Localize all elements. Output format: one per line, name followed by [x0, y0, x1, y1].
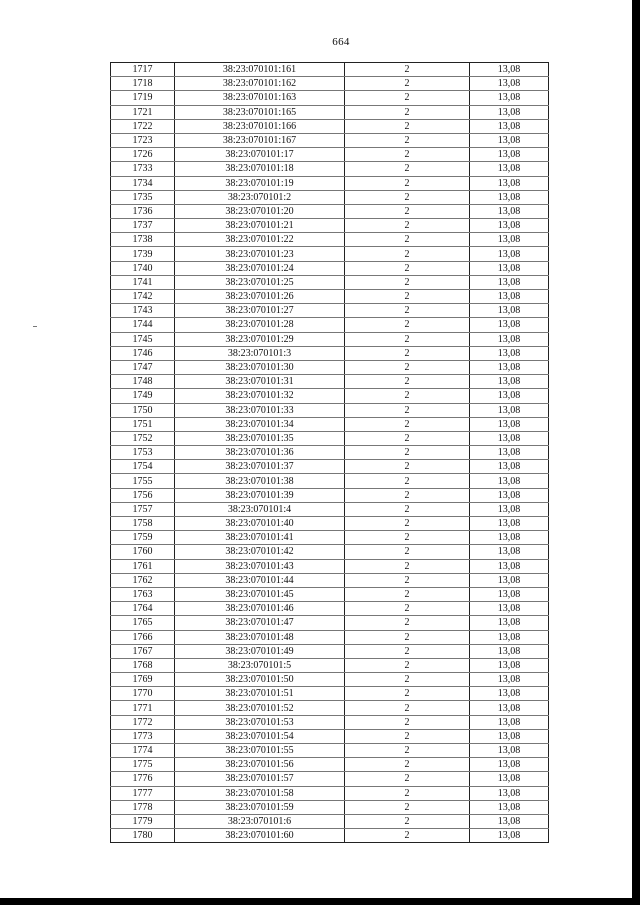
quantity-cell: 2 [345, 758, 470, 772]
table-row [111, 772, 549, 786]
cadastral-number-cell: 38:23:070101:47 [175, 616, 345, 630]
table-row [111, 602, 549, 616]
table-row [111, 517, 549, 531]
row-number-cell: 1749 [111, 389, 175, 403]
table-row [111, 148, 549, 162]
value-cell: 13,08 [470, 673, 549, 687]
row-number-cell: 1740 [111, 261, 175, 275]
row-number-cell: 1755 [111, 474, 175, 488]
value-cell: 13,08 [470, 488, 549, 502]
row-number-cell: 1735 [111, 190, 175, 204]
quantity-cell: 2 [345, 290, 470, 304]
value-cell: 13,08 [470, 687, 549, 701]
value-cell: 13,08 [470, 616, 549, 630]
scan-border-bottom [0, 898, 640, 905]
quantity-cell: 2 [345, 474, 470, 488]
value-cell: 13,08 [470, 318, 549, 332]
cadastral-number-cell: 38:23:070101:37 [175, 460, 345, 474]
value-cell: 13,08 [470, 247, 549, 261]
cadastral-number-cell: 38:23:070101:44 [175, 573, 345, 587]
quantity-cell: 2 [345, 375, 470, 389]
quantity-cell: 2 [345, 587, 470, 601]
cadastral-number-cell: 38:23:070101:41 [175, 531, 345, 545]
row-number-cell: 1758 [111, 517, 175, 531]
table-row [111, 261, 549, 275]
table-row [111, 77, 549, 91]
table-row [111, 502, 549, 516]
table-row [111, 744, 549, 758]
cadastral-number-cell: 38:23:070101:17 [175, 148, 345, 162]
cadastral-number-cell: 38:23:070101:22 [175, 233, 345, 247]
quantity-cell: 2 [345, 673, 470, 687]
cadastral-number-cell: 38:23:070101:50 [175, 673, 345, 687]
cadastral-number-cell: 38:23:070101:55 [175, 744, 345, 758]
quantity-cell: 2 [345, 332, 470, 346]
table-row [111, 431, 549, 445]
value-cell: 13,08 [470, 275, 549, 289]
quantity-cell: 2 [345, 261, 470, 275]
table-row [111, 460, 549, 474]
quantity-cell: 2 [345, 162, 470, 176]
value-cell: 13,08 [470, 77, 549, 91]
table-row [111, 786, 549, 800]
cadastral-number-cell: 38:23:070101:35 [175, 431, 345, 445]
table-row [111, 687, 549, 701]
value-cell: 13,08 [470, 119, 549, 133]
value-cell: 13,08 [470, 630, 549, 644]
quantity-cell: 2 [345, 176, 470, 190]
cadastral-number-cell: 38:23:070101:56 [175, 758, 345, 772]
row-number-cell: 1757 [111, 502, 175, 516]
quantity-cell: 2 [345, 148, 470, 162]
quantity-cell: 2 [345, 829, 470, 843]
quantity-cell: 2 [345, 233, 470, 247]
row-number-cell: 1768 [111, 658, 175, 672]
row-number-cell: 1773 [111, 729, 175, 743]
value-cell: 13,08 [470, 829, 549, 843]
value-cell: 13,08 [470, 814, 549, 828]
value-cell: 13,08 [470, 460, 549, 474]
quantity-cell: 2 [345, 275, 470, 289]
row-number-cell: 1723 [111, 133, 175, 147]
cadastral-number-cell: 38:23:070101:30 [175, 360, 345, 374]
quantity-cell: 2 [345, 431, 470, 445]
row-number-cell: 1764 [111, 602, 175, 616]
table-row [111, 715, 549, 729]
table-row [111, 729, 549, 743]
table-row [111, 701, 549, 715]
value-cell: 13,08 [470, 148, 549, 162]
quantity-cell: 2 [345, 389, 470, 403]
quantity-cell: 2 [345, 219, 470, 233]
value-cell: 13,08 [470, 772, 549, 786]
value-cell: 13,08 [470, 304, 549, 318]
quantity-cell: 2 [345, 304, 470, 318]
row-number-cell: 1762 [111, 573, 175, 587]
cadastral-number-cell: 38:23:070101:60 [175, 829, 345, 843]
quantity-cell: 2 [345, 247, 470, 261]
value-cell: 13,08 [470, 332, 549, 346]
cadastral-number-cell: 38:23:070101:163 [175, 91, 345, 105]
row-number-cell: 1759 [111, 531, 175, 545]
value-cell: 13,08 [470, 559, 549, 573]
table-row [111, 403, 549, 417]
quantity-cell: 2 [345, 573, 470, 587]
value-cell: 13,08 [470, 602, 549, 616]
row-number-cell: 1767 [111, 644, 175, 658]
row-number-cell: 1743 [111, 304, 175, 318]
table-row [111, 630, 549, 644]
table-row [111, 219, 549, 233]
value-cell: 13,08 [470, 502, 549, 516]
quantity-cell: 2 [345, 488, 470, 502]
quantity-cell: 2 [345, 772, 470, 786]
row-number-cell: 1772 [111, 715, 175, 729]
value-cell: 13,08 [470, 105, 549, 119]
quantity-cell: 2 [345, 729, 470, 743]
cadastral-number-cell: 38:23:070101:40 [175, 517, 345, 531]
cadastral-number-cell: 38:23:070101:25 [175, 275, 345, 289]
row-number-cell: 1756 [111, 488, 175, 502]
table-row [111, 474, 549, 488]
quantity-cell: 2 [345, 545, 470, 559]
cadastral-number-cell: 38:23:070101:19 [175, 176, 345, 190]
table-row [111, 545, 549, 559]
quantity-cell: 2 [345, 559, 470, 573]
cadastral-number-cell: 38:23:070101:20 [175, 204, 345, 218]
row-number-cell: 1750 [111, 403, 175, 417]
row-number-cell: 1778 [111, 800, 175, 814]
table-row [111, 275, 549, 289]
cadastral-number-cell: 38:23:070101:27 [175, 304, 345, 318]
row-number-cell: 1780 [111, 829, 175, 843]
row-number-cell: 1721 [111, 105, 175, 119]
value-cell: 13,08 [470, 233, 549, 247]
table-row [111, 673, 549, 687]
row-number-cell: 1754 [111, 460, 175, 474]
quantity-cell: 2 [345, 800, 470, 814]
quantity-cell: 2 [345, 91, 470, 105]
row-number-cell: 1771 [111, 701, 175, 715]
cadastral-number-cell: 38:23:070101:38 [175, 474, 345, 488]
value-cell: 13,08 [470, 204, 549, 218]
table-row [111, 800, 549, 814]
value-cell: 13,08 [470, 91, 549, 105]
quantity-cell: 2 [345, 701, 470, 715]
value-cell: 13,08 [470, 446, 549, 460]
quantity-cell: 2 [345, 190, 470, 204]
cadastral-number-cell: 38:23:070101:42 [175, 545, 345, 559]
quantity-cell: 2 [345, 502, 470, 516]
cadastral-number-cell: 38:23:070101:34 [175, 417, 345, 431]
row-number-cell: 1748 [111, 375, 175, 389]
row-number-cell: 1733 [111, 162, 175, 176]
row-number-cell: 1734 [111, 176, 175, 190]
cadastral-number-cell: 38:23:070101:165 [175, 105, 345, 119]
quantity-cell: 2 [345, 318, 470, 332]
quantity-cell: 2 [345, 658, 470, 672]
quantity-cell: 2 [345, 403, 470, 417]
table-row [111, 190, 549, 204]
quantity-cell: 2 [345, 446, 470, 460]
value-cell: 13,08 [470, 133, 549, 147]
parcel-table-body [111, 63, 549, 843]
value-cell: 13,08 [470, 786, 549, 800]
row-number-cell: 1742 [111, 290, 175, 304]
row-number-cell: 1769 [111, 673, 175, 687]
row-number-cell: 1774 [111, 744, 175, 758]
cadastral-number-cell: 38:23:070101:24 [175, 261, 345, 275]
table-row [111, 814, 549, 828]
quantity-cell: 2 [345, 204, 470, 218]
row-number-cell: 1738 [111, 233, 175, 247]
cadastral-number-cell: 38:23:070101:4 [175, 502, 345, 516]
value-cell: 13,08 [470, 261, 549, 275]
row-number-cell: 1746 [111, 346, 175, 360]
cadastral-number-cell: 38:23:070101:39 [175, 488, 345, 502]
row-number-cell: 1763 [111, 587, 175, 601]
scan-mark [33, 326, 37, 327]
value-cell: 13,08 [470, 431, 549, 445]
quantity-cell: 2 [345, 616, 470, 630]
value-cell: 13,08 [470, 658, 549, 672]
cadastral-number-cell: 38:23:070101:21 [175, 219, 345, 233]
value-cell: 13,08 [470, 758, 549, 772]
cadastral-number-cell: 38:23:070101:43 [175, 559, 345, 573]
table-row [111, 644, 549, 658]
cadastral-number-cell: 38:23:070101:29 [175, 332, 345, 346]
value-cell: 13,08 [470, 715, 549, 729]
cadastral-number-cell: 38:23:070101:54 [175, 729, 345, 743]
quantity-cell: 2 [345, 133, 470, 147]
row-number-cell: 1745 [111, 332, 175, 346]
value-cell: 13,08 [470, 729, 549, 743]
value-cell: 13,08 [470, 517, 549, 531]
value-cell: 13,08 [470, 360, 549, 374]
cadastral-number-cell: 38:23:070101:28 [175, 318, 345, 332]
value-cell: 13,08 [470, 744, 549, 758]
cadastral-number-cell: 38:23:070101:48 [175, 630, 345, 644]
cadastral-number-cell: 38:23:070101:52 [175, 701, 345, 715]
table-row [111, 758, 549, 772]
row-number-cell: 1751 [111, 417, 175, 431]
table-row [111, 616, 549, 630]
cadastral-number-cell: 38:23:070101:36 [175, 446, 345, 460]
table-row [111, 176, 549, 190]
cadastral-number-cell: 38:23:070101:2 [175, 190, 345, 204]
cadastral-number-cell: 38:23:070101:49 [175, 644, 345, 658]
cadastral-number-cell: 38:23:070101:23 [175, 247, 345, 261]
quantity-cell: 2 [345, 517, 470, 531]
quantity-cell: 2 [345, 119, 470, 133]
row-number-cell: 1776 [111, 772, 175, 786]
table-row [111, 346, 549, 360]
cadastral-number-cell: 38:23:070101:162 [175, 77, 345, 91]
table-row [111, 332, 549, 346]
table-row [111, 375, 549, 389]
table-row [111, 91, 549, 105]
table-row [111, 446, 549, 460]
row-number-cell: 1718 [111, 77, 175, 91]
table-row [111, 573, 549, 587]
row-number-cell: 1747 [111, 360, 175, 374]
value-cell: 13,08 [470, 190, 549, 204]
cadastral-number-cell: 38:23:070101:45 [175, 587, 345, 601]
table-row [111, 162, 549, 176]
table-row [111, 105, 549, 119]
value-cell: 13,08 [470, 176, 549, 190]
value-cell: 13,08 [470, 403, 549, 417]
table-row [111, 360, 549, 374]
cadastral-number-cell: 38:23:070101:26 [175, 290, 345, 304]
scan-border-right [632, 0, 640, 905]
value-cell: 13,08 [470, 800, 549, 814]
row-number-cell: 1741 [111, 275, 175, 289]
quantity-cell: 2 [345, 105, 470, 119]
row-number-cell: 1719 [111, 91, 175, 105]
cadastral-number-cell: 38:23:070101:3 [175, 346, 345, 360]
row-number-cell: 1775 [111, 758, 175, 772]
value-cell: 13,08 [470, 531, 549, 545]
cadastral-number-cell: 38:23:070101:32 [175, 389, 345, 403]
row-number-cell: 1752 [111, 431, 175, 445]
table-row [111, 304, 549, 318]
quantity-cell: 2 [345, 715, 470, 729]
value-cell: 13,08 [470, 162, 549, 176]
quantity-cell: 2 [345, 786, 470, 800]
row-number-cell: 1737 [111, 219, 175, 233]
quantity-cell: 2 [345, 360, 470, 374]
table-row [111, 559, 549, 573]
table-row [111, 658, 549, 672]
quantity-cell: 2 [345, 687, 470, 701]
table-row [111, 318, 549, 332]
row-number-cell: 1765 [111, 616, 175, 630]
cadastral-number-cell: 38:23:070101:51 [175, 687, 345, 701]
quantity-cell: 2 [345, 814, 470, 828]
value-cell: 13,08 [470, 474, 549, 488]
value-cell: 13,08 [470, 545, 549, 559]
value-cell: 13,08 [470, 375, 549, 389]
table-row [111, 389, 549, 403]
row-number-cell: 1777 [111, 786, 175, 800]
table-row [111, 417, 549, 431]
row-number-cell: 1753 [111, 446, 175, 460]
cadastral-number-cell: 38:23:070101:5 [175, 658, 345, 672]
cadastral-number-cell: 38:23:070101:166 [175, 119, 345, 133]
row-number-cell: 1744 [111, 318, 175, 332]
value-cell: 13,08 [470, 644, 549, 658]
quantity-cell: 2 [345, 77, 470, 91]
value-cell: 13,08 [470, 290, 549, 304]
row-number-cell: 1770 [111, 687, 175, 701]
page-number: 664 [332, 36, 350, 48]
parcel-table [110, 62, 549, 843]
value-cell: 13,08 [470, 573, 549, 587]
table-row [111, 531, 549, 545]
value-cell: 13,08 [470, 701, 549, 715]
value-cell: 13,08 [470, 346, 549, 360]
table-row [111, 587, 549, 601]
cadastral-number-cell: 38:23:070101:167 [175, 133, 345, 147]
value-cell: 13,08 [470, 587, 549, 601]
table-row [111, 290, 549, 304]
row-number-cell: 1761 [111, 559, 175, 573]
table-row [111, 247, 549, 261]
quantity-cell: 2 [345, 644, 470, 658]
quantity-cell: 2 [345, 460, 470, 474]
row-number-cell: 1736 [111, 204, 175, 218]
row-number-cell: 1726 [111, 148, 175, 162]
value-cell: 13,08 [470, 219, 549, 233]
cadastral-number-cell: 38:23:070101:161 [175, 63, 345, 77]
quantity-cell: 2 [345, 63, 470, 77]
value-cell: 13,08 [470, 63, 549, 77]
table-row [111, 204, 549, 218]
parcel-table-container [110, 62, 548, 843]
row-number-cell: 1779 [111, 814, 175, 828]
row-number-cell: 1766 [111, 630, 175, 644]
cadastral-number-cell: 38:23:070101:57 [175, 772, 345, 786]
table-row [111, 829, 549, 843]
cadastral-number-cell: 38:23:070101:53 [175, 715, 345, 729]
row-number-cell: 1722 [111, 119, 175, 133]
quantity-cell: 2 [345, 531, 470, 545]
cadastral-number-cell: 38:23:070101:33 [175, 403, 345, 417]
row-number-cell: 1739 [111, 247, 175, 261]
cadastral-number-cell: 38:23:070101:6 [175, 814, 345, 828]
value-cell: 13,08 [470, 417, 549, 431]
row-number-cell: 1760 [111, 545, 175, 559]
cadastral-number-cell: 38:23:070101:58 [175, 786, 345, 800]
table-row [111, 63, 549, 77]
table-row [111, 119, 549, 133]
cadastral-number-cell: 38:23:070101:46 [175, 602, 345, 616]
quantity-cell: 2 [345, 744, 470, 758]
quantity-cell: 2 [345, 602, 470, 616]
quantity-cell: 2 [345, 417, 470, 431]
quantity-cell: 2 [345, 346, 470, 360]
quantity-cell: 2 [345, 630, 470, 644]
cadastral-number-cell: 38:23:070101:18 [175, 162, 345, 176]
cadastral-number-cell: 38:23:070101:31 [175, 375, 345, 389]
value-cell: 13,08 [470, 389, 549, 403]
row-number-cell: 1717 [111, 63, 175, 77]
table-row [111, 488, 549, 502]
table-row [111, 233, 549, 247]
table-row [111, 133, 549, 147]
cadastral-number-cell: 38:23:070101:59 [175, 800, 345, 814]
